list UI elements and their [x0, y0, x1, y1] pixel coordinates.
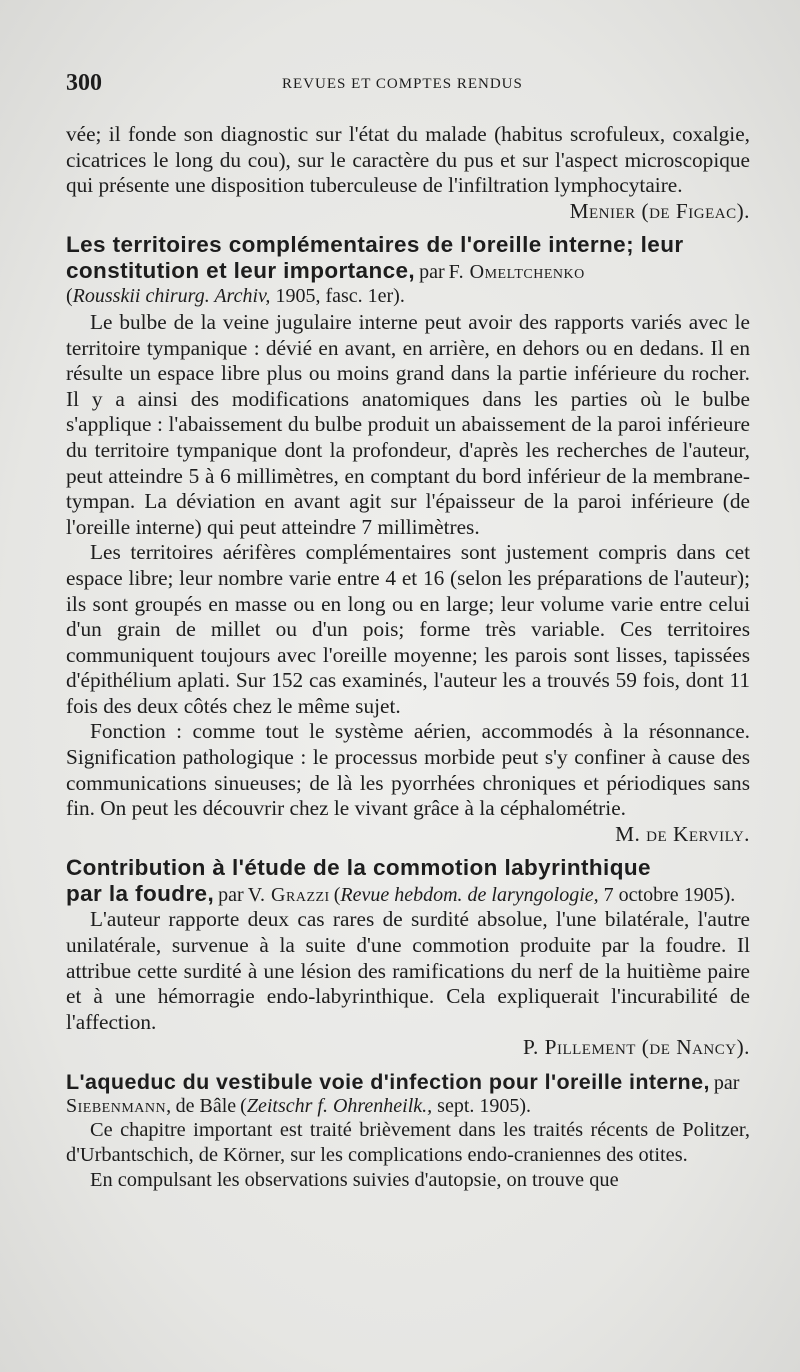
review-omeltchenko — [66, 232, 750, 847]
review-paragraph: L'auteur rapporte deux cas rares de surdité absolue, l'une bilatérale, l'autre unilatérale, survenue à la suite d'une commotion produite par la foudre. Il attribue cette surdité à une lésion des ramifications du nerf de la huitième paire et à une hémorragie endo-labyrinthique. Cela expliquerait l'incurabilité de l'affection. P. Pillement (de Nancy). — [66, 907, 750, 1060]
review-siebenmann — [66, 1069, 750, 1193]
review-source: (Zeitschr f. Ohrenheilk., sept. 1905). — [240, 1095, 532, 1117]
page-header — [66, 70, 746, 110]
review-title-cont: par la foudre, — [66, 881, 215, 907]
review-heading: Les territoires complémentaires de l'oreille interne; leur constitution et leur importance, par F. Omeltchenko — [66, 232, 684, 284]
review-title: Les territoires complémentaires de l'oreille interne; leur constitution et leur importance, — [66, 232, 684, 284]
review-author: V. Grazzi — [247, 884, 330, 907]
review-title: L'aqueduc du vestibule voie d'infection pour l'oreille interne, — [66, 1070, 710, 1094]
review-title: Contribution à l'étude de la commotion labyrinthique — [66, 855, 651, 881]
review-place: de Bâle — [175, 1095, 237, 1117]
review-heading: par la foudre, par V. Grazzi (Revue hebdom. de laryngologie, 7 octobre 1905). — [66, 881, 736, 907]
page-number: 300 — [66, 70, 102, 96]
text-column — [66, 122, 750, 1193]
review-paragraph: Les territoires aérifères complémentaires sont justement compris dans cet espace libre; leur nombre varie entre 4 et 16 (selon les préparations de l'auteur); ils sont groupés en masse ou en long ou en large; leur volume varie entre celui d'un grain de millet ou d'un pois; forme très variable. Ces territoires communiquent toujours avec l'oreille moyenne; les parois sont lisses, tapissées d'épithélium aplati. Sur 152 cas examinés, l'auteur les a trouvés 59 fois, dont 11 fois des deux côtés chez le même sujet. — [66, 540, 750, 718]
review-paragraph: Ce chapitre important est traité brièvement dans les traités récents de Politzer, d'Urbantschich, de Körner, sur les complications endo-craniennes des otites. — [66, 1119, 750, 1166]
review-signature: M. de Kervily. — [615, 821, 750, 846]
review-paragraph: Le bulbe de la veine jugulaire interne peut avoir des rapports variés avec le territoire tympanique : dévié en avant, en arrière, en dehors ou en dedans. Il en résulte un espace libre plus ou moins grand dans la partie inférieure du rocher. Il y a ainsi des modifications anatomiques dans les parties où le bulbe s'applique : l'abaissement du bulbe produit un abaissement de la paroi inférieure du territoire tympanique dont la profondeur, d'après les recherches de l'auteur, peut atteindre 5 à 6 millimètres, en comptant du bord inférieur de la membrane-tympan. La déviation en avant agit sur l'épaisseur de la paroi inférieure (de l'oreille interne) qui peut atteindre 7 millimètres. — [66, 309, 750, 539]
continued-review — [66, 122, 750, 224]
review-grazzi — [66, 855, 750, 1061]
review-signature: Menier (de Figeac). — [569, 198, 750, 223]
review-heading: L'aqueduc du vestibule voie d'infection pour l'oreille interne, par Siebenmann, de Bâle (Zeitschr f. Ohrenheilk., sept. 1905). — [66, 1070, 740, 1117]
review-source: (Rousskii chirurg. Archiv, 1905, fasc. 1er). — [66, 285, 405, 308]
review-paragraph: En compulsant les observations suivies d'autopsie, on trouve que — [90, 1169, 619, 1191]
continued-paragraph: vée; il fonde son diagnostic sur l'état du malade (habitus scrofuleux, coxalgie, cicatrices le long du cou), sur le caractère du pus et sur l'aspect microscopique qui présente une disposition tuberculeuse de l'infiltration lymphocytaire. Menier (de Figeac). — [66, 122, 750, 223]
review-signature: P. Pillement (de Nancy). — [523, 1035, 750, 1060]
review-source: (Revue hebdom. de laryngologie, 7 octobre 1905). — [333, 884, 736, 907]
review-author: F. Omeltchenko — [448, 261, 585, 284]
review-author: Siebenmann, — [66, 1095, 172, 1117]
review-paragraph: Fonction : comme tout le système aérien, accommodés à la résonnance. Signification pathologique : le processus morbide peut s'y confiner à cause des communications sinueuses; de là les pyorrhées chroniques et périodiques sans fin. On peut les découvrir chez le vivant grâce à la céphalométrie. M. de Kervily. — [66, 719, 750, 846]
running-title: REVUES ET COMPTES RENDUS — [282, 76, 523, 92]
